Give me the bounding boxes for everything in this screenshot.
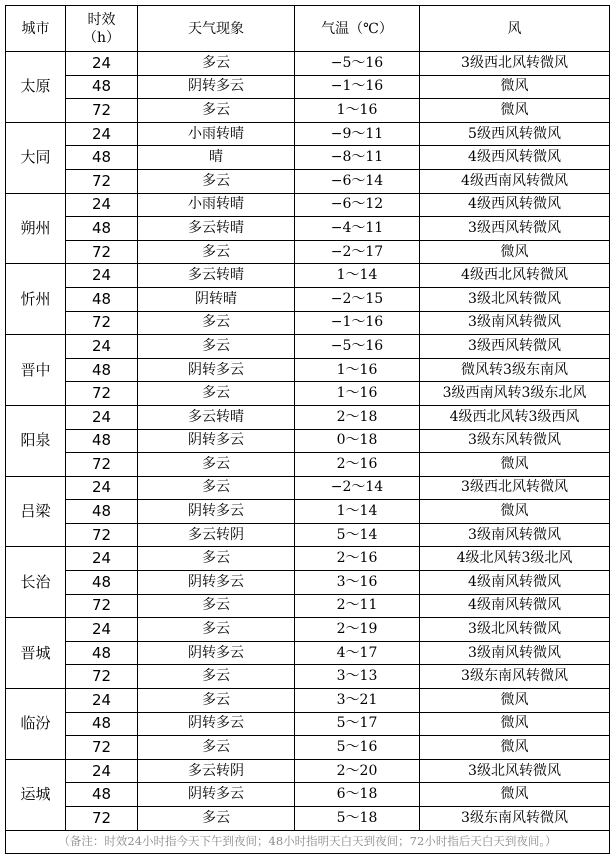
wind-cell: 5级西风转微风	[420, 122, 610, 146]
hours-cell: 24	[66, 122, 138, 146]
temp-cell: 2～11	[295, 594, 420, 618]
hours-cell: 72	[66, 240, 138, 264]
weather-cell: 阴转晴	[138, 287, 295, 311]
table-row	[6, 240, 610, 264]
temp-cell: 2～18	[295, 405, 420, 429]
header-hours-label: 时效	[87, 11, 116, 28]
hours-cell: 48	[66, 429, 138, 453]
wind-cell: 3级西风转微风	[420, 335, 610, 359]
hours-cell: 72	[66, 311, 138, 335]
city-cell: 晋城	[6, 618, 66, 689]
city-cell: 临汾	[6, 689, 66, 760]
hours-cell: 24	[66, 689, 138, 713]
city-cell: 阳泉	[6, 405, 66, 476]
weather-cell: 多云	[138, 169, 295, 193]
weather-cell: 多云转晴	[138, 405, 295, 429]
forecast-table	[5, 5, 610, 854]
table-row	[6, 405, 610, 429]
hours-cell: 48	[66, 358, 138, 382]
weather-cell: 阴转多云	[138, 500, 295, 524]
temp-cell: 5～17	[295, 712, 420, 736]
city-cell: 运城	[6, 759, 66, 830]
weather-cell: 多云	[138, 311, 295, 335]
temp-cell: 2～19	[295, 618, 420, 642]
table-row	[6, 665, 610, 689]
hours-cell: 48	[66, 641, 138, 665]
hours-cell: 24	[66, 547, 138, 571]
hours-cell: 24	[66, 476, 138, 500]
table-row	[6, 759, 610, 783]
table-row	[6, 641, 610, 665]
temp-cell: −2～14	[295, 476, 420, 500]
city-cell: 太原	[6, 52, 66, 123]
weather-cell: 多云	[138, 335, 295, 359]
table-row	[6, 287, 610, 311]
weather-cell: 多云	[138, 689, 295, 713]
city-cell: 吕梁	[6, 476, 66, 547]
wind-cell: 3级南风转微风	[420, 523, 610, 547]
temp-cell: 1～14	[295, 500, 420, 524]
wind-cell: 4级南风转微风	[420, 571, 610, 595]
wind-cell: 微风	[420, 240, 610, 264]
wind-cell: 3级西北风转微风	[420, 476, 610, 500]
temp-cell: −6～14	[295, 169, 420, 193]
temp-cell: 5～18	[295, 807, 420, 831]
weather-cell: 多云转晴	[138, 217, 295, 241]
weather-cell: 多云	[138, 594, 295, 618]
table-row	[6, 783, 610, 807]
hours-cell: 24	[66, 759, 138, 783]
table-row	[6, 712, 610, 736]
note-row	[6, 830, 610, 854]
city-cell: 晋中	[6, 335, 66, 406]
temp-cell: 2～16	[295, 547, 420, 571]
temp-cell: 5～14	[295, 523, 420, 547]
wind-cell: 4级西风转微风	[420, 146, 610, 170]
table-row	[6, 807, 610, 831]
hours-cell: 48	[66, 217, 138, 241]
header-weather: 天气现象	[138, 6, 295, 52]
temp-cell: 2～20	[295, 759, 420, 783]
temp-cell: −1～16	[295, 311, 420, 335]
header-row	[6, 6, 610, 52]
hours-cell: 72	[66, 382, 138, 406]
temp-cell: 3～21	[295, 689, 420, 713]
weather-cell: 阴转多云	[138, 641, 295, 665]
weather-cell: 小雨转晴	[138, 193, 295, 217]
weather-cell: 多云	[138, 736, 295, 760]
temp-cell: 4～17	[295, 641, 420, 665]
weather-cell: 多云	[138, 453, 295, 477]
weather-cell: 阴转多云	[138, 783, 295, 807]
table-row	[6, 311, 610, 335]
wind-cell: 4级西南风转微风	[420, 169, 610, 193]
hours-cell: 72	[66, 807, 138, 831]
table-row	[6, 500, 610, 524]
table-row	[6, 618, 610, 642]
wind-cell: 微风	[420, 712, 610, 736]
table-row	[6, 335, 610, 359]
temp-cell: 1～16	[295, 382, 420, 406]
temp-cell: 6～18	[295, 783, 420, 807]
hours-cell: 24	[66, 52, 138, 76]
weather-cell: 多云转阴	[138, 523, 295, 547]
weather-cell: 阴转多云	[138, 429, 295, 453]
weather-cell: 多云	[138, 547, 295, 571]
hours-cell: 48	[66, 571, 138, 595]
temp-cell: 1～16	[295, 99, 420, 123]
wind-cell: 微风	[420, 736, 610, 760]
wind-cell: 3级北风转微风	[420, 618, 610, 642]
weather-cell: 多云转阴	[138, 759, 295, 783]
hours-cell: 24	[66, 405, 138, 429]
hours-cell: 48	[66, 146, 138, 170]
weather-cell: 多云转晴	[138, 264, 295, 288]
hours-cell: 72	[66, 523, 138, 547]
table-row	[6, 146, 610, 170]
wind-cell: 3级西北风转微风	[420, 52, 610, 76]
table-row	[6, 476, 610, 500]
hours-cell: 24	[66, 335, 138, 359]
wind-cell: 微风	[420, 500, 610, 524]
table-row	[6, 571, 610, 595]
hours-cell: 48	[66, 500, 138, 524]
weather-cell: 阴转多云	[138, 358, 295, 382]
table-row	[6, 382, 610, 406]
weather-cell: 多云	[138, 240, 295, 264]
header-hours-unit: （h）	[82, 29, 121, 46]
weather-cell: 小雨转晴	[138, 122, 295, 146]
hours-cell: 72	[66, 594, 138, 618]
temp-cell: 3～13	[295, 665, 420, 689]
forecast-document	[5, 5, 609, 854]
table-row	[6, 122, 610, 146]
wind-cell: 4级北风转3级北风	[420, 547, 610, 571]
temp-cell: 0～18	[295, 429, 420, 453]
temp-cell: 1～14	[295, 264, 420, 288]
wind-cell: 4级西北风转3级西风	[420, 405, 610, 429]
weather-cell: 多云	[138, 476, 295, 500]
table-row	[6, 453, 610, 477]
weather-cell: 多云	[138, 52, 295, 76]
table-row	[6, 523, 610, 547]
table-row	[6, 264, 610, 288]
weather-cell: 多云	[138, 382, 295, 406]
hours-cell: 72	[66, 453, 138, 477]
hours-cell: 72	[66, 665, 138, 689]
table-row	[6, 689, 610, 713]
header-city: 城市	[6, 6, 66, 52]
weather-cell: 多云	[138, 618, 295, 642]
table-row	[6, 75, 610, 99]
temp-cell: −5～16	[295, 52, 420, 76]
weather-cell: 多云	[138, 99, 295, 123]
hours-cell: 72	[66, 169, 138, 193]
temp-cell: −5～16	[295, 335, 420, 359]
weather-cell: 多云	[138, 665, 295, 689]
hours-cell: 24	[66, 193, 138, 217]
hours-cell: 72	[66, 99, 138, 123]
wind-cell: 3级东南风转微风	[420, 807, 610, 831]
weather-cell: 阴转多云	[138, 571, 295, 595]
temp-cell: −6～12	[295, 193, 420, 217]
wind-cell: 4级西北风转微风	[420, 264, 610, 288]
wind-cell: 4级南风转微风	[420, 594, 610, 618]
table-row	[6, 169, 610, 193]
forecast-body	[6, 52, 610, 831]
wind-cell: 3级南风转微风	[420, 311, 610, 335]
footnote: （备注：时效24小时指今天下午到夜间；48小时指明天白天到夜间；72小时指后天白天到夜间。）	[6, 830, 610, 854]
table-row	[6, 736, 610, 760]
temp-cell: −2～17	[295, 240, 420, 264]
hours-cell: 48	[66, 287, 138, 311]
weather-cell: 阴转多云	[138, 75, 295, 99]
temp-cell: −9～11	[295, 122, 420, 146]
wind-cell: 3级东风转微风	[420, 429, 610, 453]
temp-cell: −2～15	[295, 287, 420, 311]
weather-cell: 阴转多云	[138, 712, 295, 736]
table-row	[6, 429, 610, 453]
header-hours	[66, 6, 138, 52]
wind-cell: 3级南风转微风	[420, 641, 610, 665]
wind-cell: 微风	[420, 99, 610, 123]
temp-cell: −8～11	[295, 146, 420, 170]
temp-cell: −1～16	[295, 75, 420, 99]
wind-cell: 微风	[420, 453, 610, 477]
city-cell: 忻州	[6, 264, 66, 335]
wind-cell: 微风转3级东南风	[420, 358, 610, 382]
temp-cell: −4～11	[295, 217, 420, 241]
weather-cell: 多云	[138, 807, 295, 831]
wind-cell: 微风	[420, 75, 610, 99]
wind-cell: 3级北风转微风	[420, 759, 610, 783]
hours-cell: 24	[66, 264, 138, 288]
table-row	[6, 358, 610, 382]
city-cell: 长治	[6, 547, 66, 618]
wind-cell: 3级北风转微风	[420, 287, 610, 311]
wind-cell: 微风	[420, 783, 610, 807]
header-wind: 风	[420, 6, 610, 52]
table-row	[6, 99, 610, 123]
temp-cell: 3～16	[295, 571, 420, 595]
table-row	[6, 217, 610, 241]
table-row	[6, 547, 610, 571]
temp-cell: 1～16	[295, 358, 420, 382]
hours-cell: 72	[66, 736, 138, 760]
table-row	[6, 52, 610, 76]
header-temp: 气温（℃）	[295, 6, 420, 52]
temp-cell: 5～16	[295, 736, 420, 760]
wind-cell: 4级西风转微风	[420, 193, 610, 217]
wind-cell: 3级东南风转微风	[420, 665, 610, 689]
wind-cell: 微风	[420, 689, 610, 713]
hours-cell: 24	[66, 618, 138, 642]
wind-cell: 3级西风转微风	[420, 217, 610, 241]
hours-cell: 48	[66, 75, 138, 99]
city-cell: 大同	[6, 122, 66, 193]
temp-cell: 2～16	[295, 453, 420, 477]
table-row	[6, 594, 610, 618]
hours-cell: 48	[66, 783, 138, 807]
hours-cell: 48	[66, 712, 138, 736]
city-cell: 朔州	[6, 193, 66, 264]
table-row	[6, 193, 610, 217]
weather-cell: 晴	[138, 146, 295, 170]
wind-cell: 3级西南风转3级东北风	[420, 382, 610, 406]
